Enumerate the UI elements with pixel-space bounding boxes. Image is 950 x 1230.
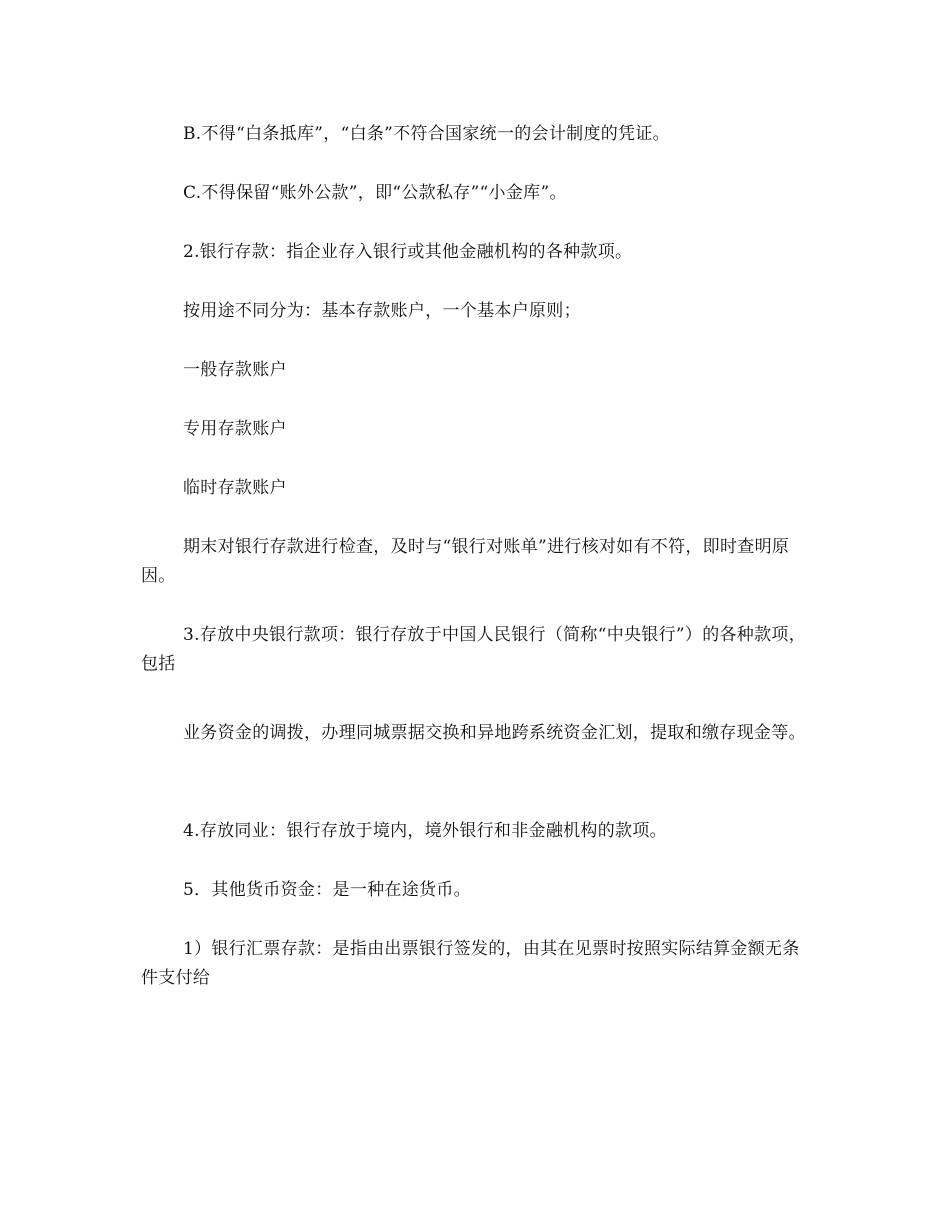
paragraph-account-types: 按用途不同分为：基本存款账户，一个基本户原则； <box>183 301 581 321</box>
paragraph-interbank-deposits: 4.存放同业：银行存放于境内，境外银行和非金融机构的款项。 <box>183 821 667 841</box>
paragraph-c-no-off-book-funds: C.不得保留“账外公款”，即“公款私存”“小金库”。 <box>183 183 567 203</box>
paragraph-fund-transfers: 业务资金的调拨，办理同城票据交换和异地跨系统资金汇划，提取和缴存现金等。 <box>183 723 806 743</box>
paragraph-general-account: 一般存款账户 <box>183 360 287 380</box>
paragraph-temporary-account: 临时存款账户 <box>183 478 287 498</box>
paragraph-period-end-check: 期末对银行存款进行检查，及时与“银行对账单”进行核对如有不符，即时查明原因。 <box>141 537 790 586</box>
paragraph-special-account: 专用存款账户 <box>183 419 287 439</box>
paragraph-other-monetary-funds: 5．其他货币资金：是一种在途货币。 <box>183 880 471 900</box>
paragraph-central-bank-deposits: 3.存放中央银行款项：银行存放于中国人民银行（简称“中央银行”）的各种款项，包括 <box>141 625 806 674</box>
paragraph-bank-deposits: 2.银行存款：指企业存入银行或其他金融机构的各种款项。 <box>183 242 633 262</box>
paragraph-bank-draft-deposits: 1）银行汇票存款：是指由出票银行签发的，由其在见票时按照实际结算金额无条件支付给 <box>141 939 800 988</box>
paragraph-b-no-iou: B.不得“白条抵库”，“白条”不符合国家统一的会计制度的凭证。 <box>183 124 670 144</box>
